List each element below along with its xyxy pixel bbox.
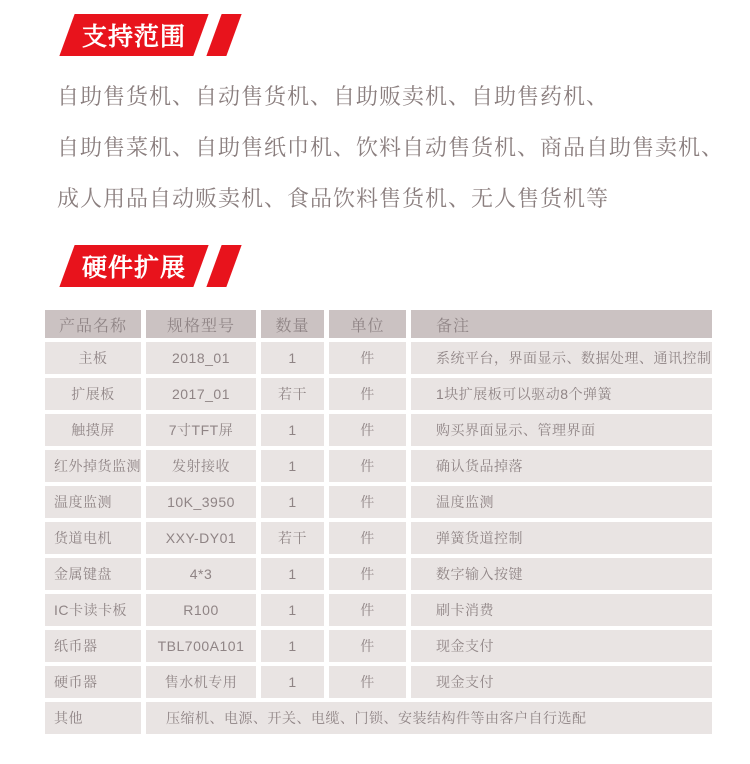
cell-quantity: 1 [261,594,324,626]
cell-unit: 件 [329,666,406,698]
table-footer-row [45,702,712,734]
cell-product-name: 货道电机 [45,522,141,554]
cell-quantity: 若干 [261,378,324,410]
cell-quantity: 1 [261,630,324,662]
cell-unit: 件 [329,450,406,482]
table-row [45,522,712,554]
cell-model: 2017_01 [146,378,256,410]
table-header-row [45,310,712,338]
cell-quantity: 1 [261,558,324,590]
cell-note-merged: 压缩机、电源、开关、电缆、门锁、安装结构件等由客户自行选配 [146,702,712,734]
cell-note: 现金支付 [411,666,712,698]
column-header-unit: 单位 [329,310,406,338]
cell-quantity: 1 [261,414,324,446]
support-scope-line: 自助售货机、自动售货机、自助贩卖机、自助售药机、 [57,84,610,109]
cell-note: 温度监测 [411,486,712,518]
cell-quantity: 1 [261,486,324,518]
cell-model: 售水机专用 [146,666,256,698]
cell-quantity: 若干 [261,522,324,554]
table-row [45,342,712,374]
cell-product-name: 其他 [45,702,141,734]
column-header-model: 规格型号 [146,310,256,338]
section-title-support-scope: 支持范围 [82,23,187,51]
cell-model: TBL700A101 [146,630,256,662]
section-banner-hardware [67,245,750,287]
table-row [45,630,712,662]
table-row [45,558,712,590]
cell-unit: 件 [329,486,406,518]
cell-model: 7寸TFT屏 [146,414,256,446]
cell-model: 2018_01 [146,342,256,374]
cell-note: 弹簧货道控制 [411,522,712,554]
cell-note: 现金支付 [411,630,712,662]
column-header-quantity: 数量 [261,310,324,338]
cell-note: 数字输入按键 [411,558,712,590]
support-scope-line: 成人用品自动贩卖机、食品饮料售货机、无人售货机等 [57,186,610,211]
table-row [45,486,712,518]
cell-quantity: 1 [261,342,324,374]
cell-unit: 件 [329,342,406,374]
column-header-note: 备注 [411,310,712,338]
section-banner-support-scope [67,14,750,56]
cell-product-name: 金属键盘 [45,558,141,590]
cell-unit: 件 [329,378,406,410]
table-row [45,414,712,446]
cell-note: 刷卡消费 [411,594,712,626]
table-row [45,378,712,410]
cell-product-name: IC卡读卡板 [45,594,141,626]
table-row [45,450,712,482]
cell-model: XXY-DY01 [146,522,256,554]
cell-product-name: 硬币器 [45,666,141,698]
cell-model: R100 [146,594,256,626]
support-scope-line: 自助售菜机、自助售纸巾机、饮料自动售货机、商品自助售卖机、 [57,135,725,160]
cell-unit: 件 [329,630,406,662]
cell-product-name: 扩展板 [45,378,141,410]
support-scope-paragraph [57,71,750,224]
cell-model: 10K_3950 [146,486,256,518]
cell-model: 发射接收 [146,450,256,482]
cell-quantity: 1 [261,450,324,482]
cell-product-name: 温度监测 [45,486,141,518]
cell-product-name: 红外掉货监测 [45,450,141,482]
table-row [45,594,712,626]
cell-note: 购买界面显示、管理界面 [411,414,712,446]
section-title-hardware: 硬件扩展 [82,254,187,282]
banner-stripe-decoration [206,14,241,56]
banner-shape [59,245,208,287]
cell-product-name: 纸币器 [45,630,141,662]
column-header-product-name: 产品名称 [45,310,141,338]
cell-unit: 件 [329,522,406,554]
cell-unit: 件 [329,594,406,626]
banner-shape [59,14,208,56]
hardware-table [40,306,717,738]
cell-note: 1块扩展板可以驱动8个弹簧 [411,378,712,410]
cell-note: 确认货品掉落 [411,450,712,482]
cell-product-name: 主板 [45,342,141,374]
cell-quantity: 1 [261,666,324,698]
banner-stripe-decoration [206,245,241,287]
table-row [45,666,712,698]
cell-product-name: 触摸屏 [45,414,141,446]
page [0,14,750,738]
cell-model: 4*3 [146,558,256,590]
cell-unit: 件 [329,558,406,590]
cell-unit: 件 [329,414,406,446]
cell-note: 系统平台，界面显示、数据处理、通讯控制 [411,342,712,374]
